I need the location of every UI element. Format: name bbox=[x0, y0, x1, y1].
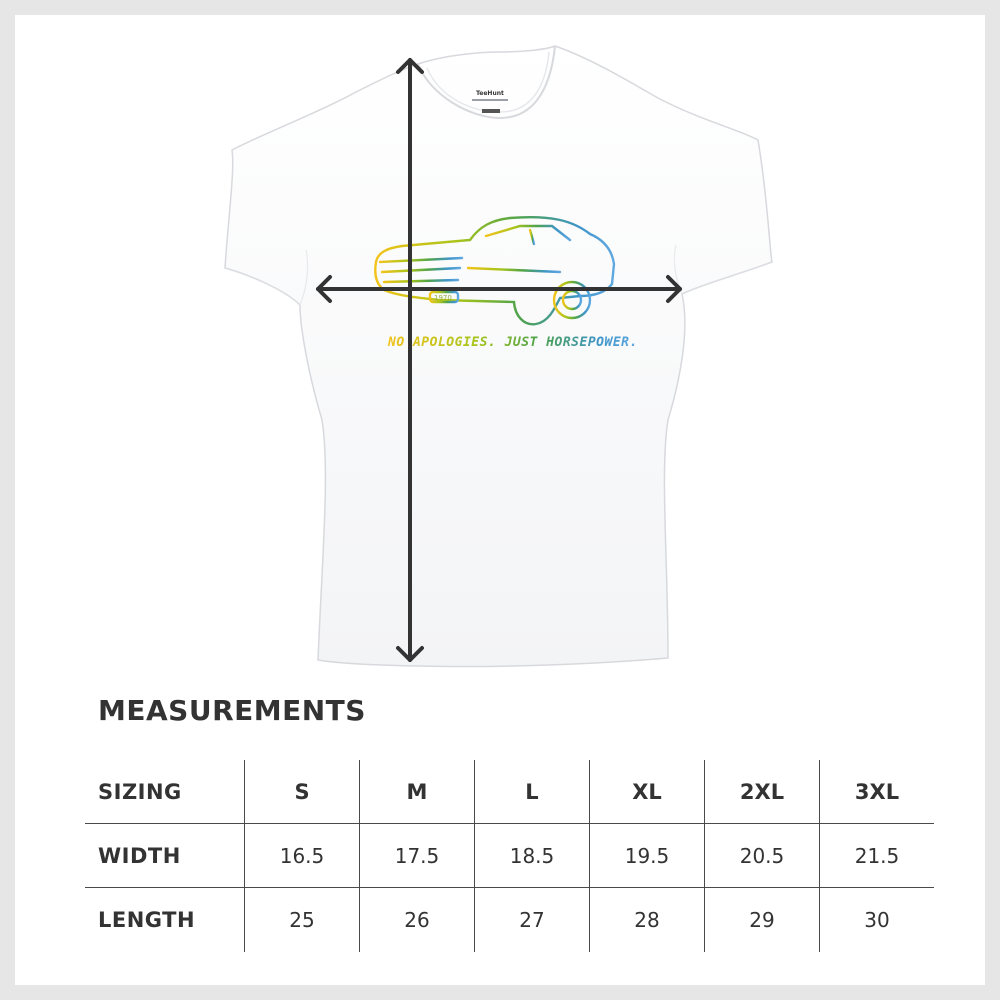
table-row bbox=[85, 824, 934, 888]
size-header: M bbox=[360, 760, 475, 824]
size-header: XL bbox=[590, 760, 705, 824]
size-header: S bbox=[245, 760, 360, 824]
length-value: 30 bbox=[820, 888, 935, 953]
length-value: 29 bbox=[705, 888, 820, 953]
shirt-slogan: NO APOLOGIES. JUST HORSEPOWER. bbox=[388, 335, 638, 350]
measurements-title: MEASUREMENTS bbox=[98, 694, 366, 727]
length-value: 25 bbox=[245, 888, 360, 953]
length-value: 27 bbox=[475, 888, 590, 953]
tshirt-body bbox=[225, 46, 772, 667]
width-value: 17.5 bbox=[360, 824, 475, 888]
table-header-row bbox=[85, 760, 934, 824]
size-header: L bbox=[475, 760, 590, 824]
size-header: 2XL bbox=[705, 760, 820, 824]
width-value: 20.5 bbox=[705, 824, 820, 888]
width-value: 18.5 bbox=[475, 824, 590, 888]
length-row-label: LENGTH bbox=[98, 908, 196, 932]
size-chart-table bbox=[85, 760, 934, 952]
width-row-label: WIDTH bbox=[85, 824, 245, 888]
length-value: 28 bbox=[590, 888, 705, 953]
brand-label-text: TeeHunt bbox=[476, 90, 504, 97]
length-value: 26 bbox=[360, 888, 475, 953]
table-row bbox=[85, 888, 934, 953]
car-year-text: 1970 bbox=[434, 294, 452, 302]
sizing-header: SIZING bbox=[85, 760, 245, 824]
width-value: 19.5 bbox=[590, 824, 705, 888]
width-value: 16.5 bbox=[245, 824, 360, 888]
size-header: 3XL bbox=[820, 760, 935, 824]
width-value: 21.5 bbox=[820, 824, 935, 888]
